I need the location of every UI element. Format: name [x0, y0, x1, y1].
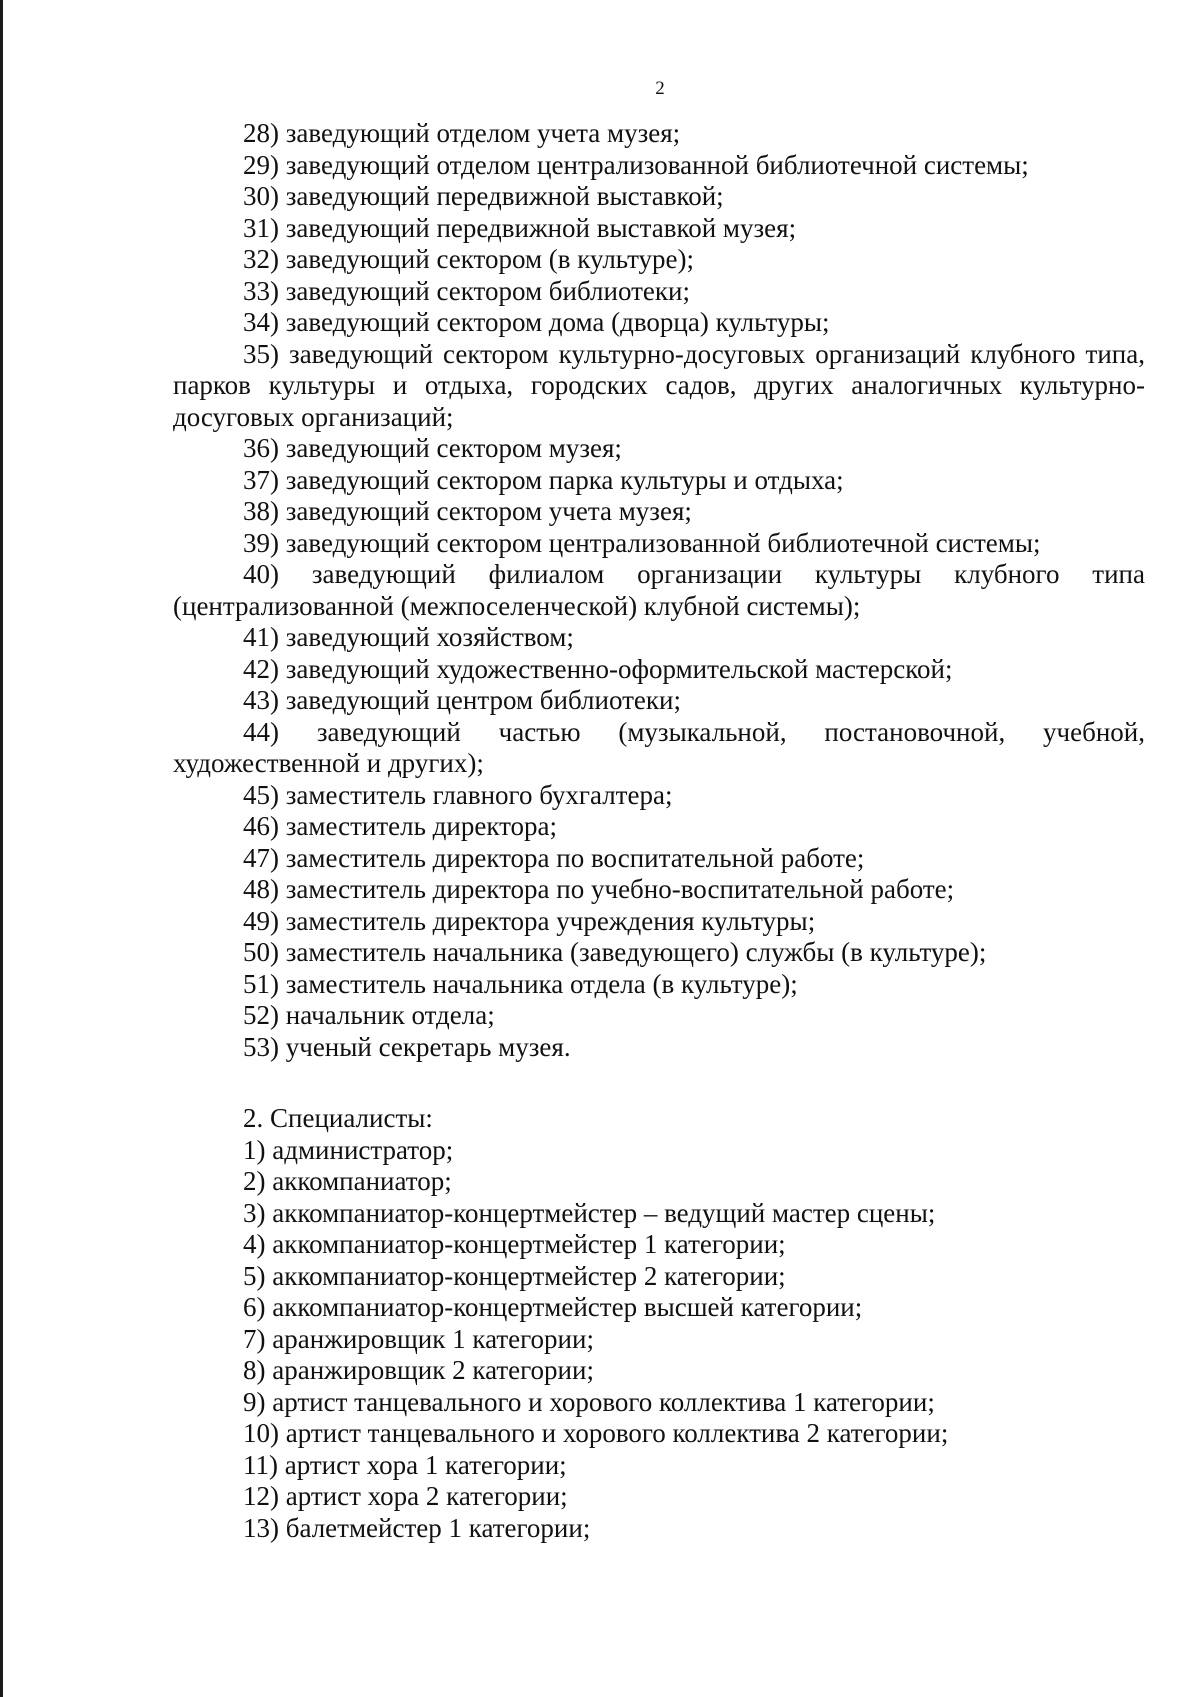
- list-item: 10) артист танцевального и хорового коллектива 2 категории;: [243, 1418, 949, 1448]
- list-item: 42) заведующий художественно-оформительской мастерской;: [243, 653, 953, 684]
- list-item: 34) заведующий сектором дома (дворца) культуры;: [243, 307, 830, 337]
- list-item: 39) заведующий сектором централизованной библиотечной системы;: [243, 527, 1041, 558]
- list-item: 9) артист танцевального и хорового коллектива 1 категории;: [243, 1386, 935, 1417]
- specialists-heading: 2. Специалисты:: [243, 1103, 433, 1133]
- list-item: 37) заведующий сектором парка культуры и отдыха;: [243, 464, 844, 495]
- list-item: 11) артист хора 1 категории;: [243, 1449, 567, 1480]
- specialists-list: [173, 1135, 1145, 1545]
- list-item: 12) артист хора 2 категории;: [243, 1481, 568, 1511]
- list-item: 29) заведующий отделом централизованной библиотечной системы;: [243, 149, 1029, 180]
- list-item: 40) заведующий филиалом организации культуры клубного типа (централизованной (межпоселенческой) клубной системы);: [173, 559, 1145, 621]
- list-item: 43) заведующий центром библиотеки;: [243, 685, 681, 715]
- list-item: 45) заместитель главного бухгалтера;: [243, 779, 673, 810]
- section-gap: [173, 1063, 1145, 1103]
- list-item: 6) аккомпаниатор-концертмейстер высшей категории;: [243, 1292, 863, 1322]
- list-item: 13) балетмейстер 1 категории;: [243, 1512, 591, 1543]
- list-item: 2) аккомпаниатор;: [243, 1166, 452, 1196]
- page-number: 2: [655, 78, 665, 99]
- list-item: 51) заместитель начальника отдела (в культуре);: [243, 968, 798, 999]
- list-item: 35) заведующий сектором культурно-досуговых организаций клубного типа, парков культуры и отдыха, городских садов, других аналогичных культурно-досуговых организаций;: [173, 338, 1145, 432]
- list-item: 50) заместитель начальника (заведующего) службы (в культуре);: [243, 937, 987, 967]
- list-item: 53) ученый секретарь музея.: [243, 1031, 571, 1062]
- list-item: 30) заведующий передвижной выставкой;: [243, 181, 724, 211]
- list-item: 4) аккомпаниатор-концертмейстер 1 категории;: [243, 1229, 786, 1259]
- list-item: 28) заведующий отделом учета музея;: [243, 118, 681, 148]
- document-body: [173, 118, 1145, 1544]
- list-item: 48) заместитель директора по учебно-воспитательной работе;: [243, 874, 955, 904]
- list-item: 49) заместитель директора учреждения культуры;: [243, 905, 816, 936]
- list-item: 3) аккомпаниатор-концертмейстер – ведущий мастер сцены;: [243, 1197, 936, 1228]
- list-item: 36) заведующий сектором музея;: [243, 433, 622, 463]
- list-item: 38) заведующий сектором учета музея;: [243, 496, 692, 526]
- list-item: 33) заведующий сектором библиотеки;: [243, 275, 690, 306]
- list-item: 32) заведующий сектором (в культуре);: [243, 244, 694, 274]
- list-item: 5) аккомпаниатор-концертмейстер 2 категории;: [243, 1260, 786, 1291]
- scan-edge-border: [0, 0, 3, 1697]
- list-item: 41) заведующий хозяйством;: [243, 622, 574, 652]
- list-item: 1) администратор;: [243, 1134, 454, 1165]
- list-item: 44) заведующий частью (музыкальной, постановочной, учебной, художественной и других);: [173, 716, 1145, 778]
- list-item: 8) аранжировщик 2 категории;: [243, 1355, 594, 1385]
- list-item: 7) аранжировщик 1 категории;: [243, 1323, 594, 1354]
- managers-list: [173, 118, 1145, 1063]
- list-item: 47) заместитель директора по воспитательной работе;: [243, 842, 865, 873]
- list-item: 31) заведующий передвижной выставкой музея;: [243, 212, 797, 243]
- list-item: 46) заместитель директора;: [243, 811, 558, 841]
- list-item: 52) начальник отдела;: [243, 1000, 495, 1030]
